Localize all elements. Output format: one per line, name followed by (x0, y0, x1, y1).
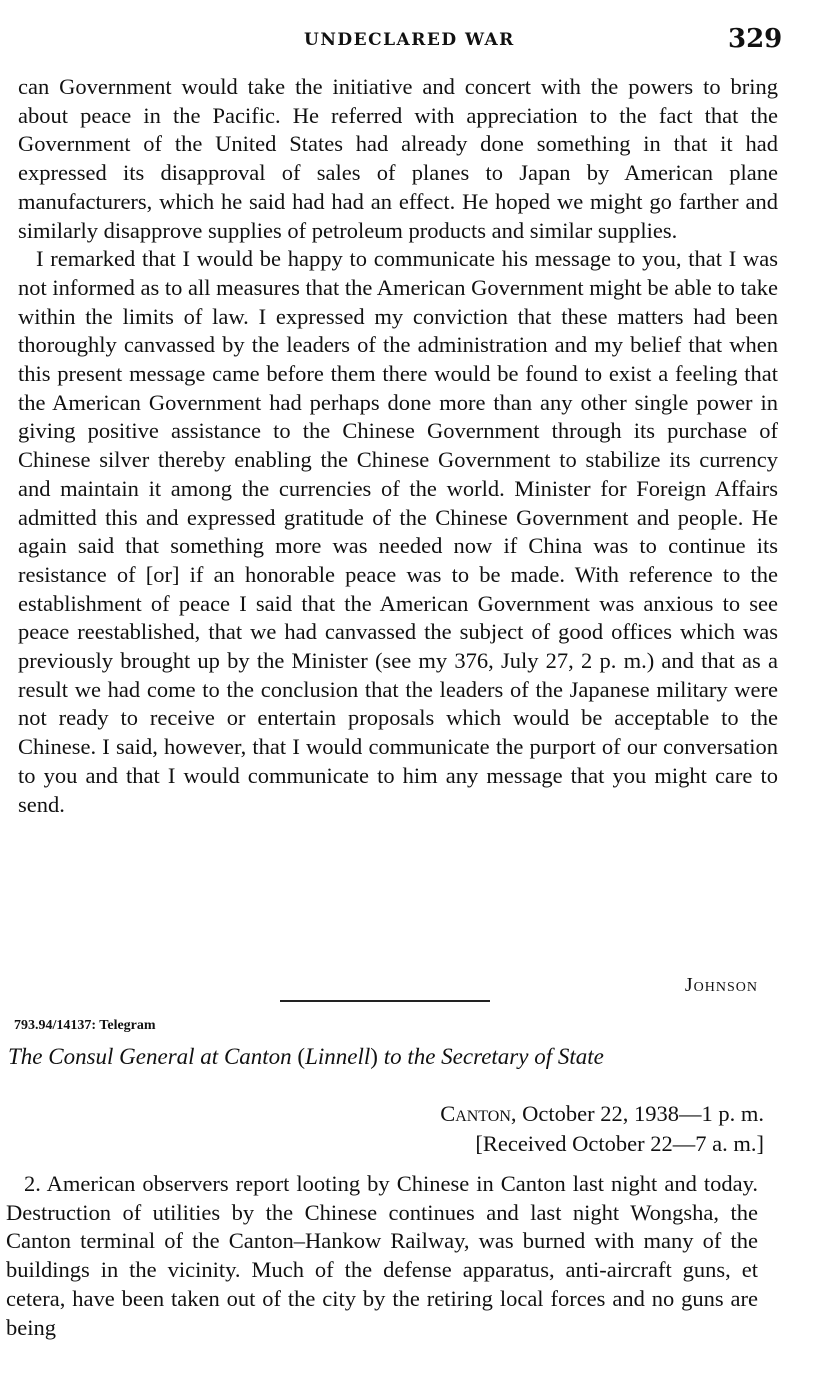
file-kind: : Telegram (91, 1018, 156, 1033)
running-head (0, 24, 836, 64)
heading-part2: to the Secretary of State (383, 1044, 604, 1069)
paragraph-2: I remarked that I would be happy to communicate his message to you, that I was not informed as to all measures that the American Government might be able to take within the limits of law. I expressed my conviction that these matters had been thoroughly canvassed by the leaders of the administration and my belief that when this present message came before them there would be found to exist a feeling that the American Government had perhaps done more than any other single power in giving positive assistance to the Chinese Government through its purchase of Chinese silver thereby enabling the Chinese Government to stabilize its currency and maintain it among the currencies of the world. Minister for Foreign Affairs admitted this and expressed gratitude of the Chinese Government and people. He again said that something more was needed now if China was to continue its resistance of [or] if an honorable peace was to be made. With reference to the establishment of peace I said that the American Government was anxious to see peace reestablished, that we had canvassed the subject of good offices which was previously brought up by the Minister (see my 376, July 27, 2 p. m.) and that as a result we had come to the conclusion that the leaders of the Japanese military were not ready to receive or entertain proposals which would be acceptable to the Chinese. I said, however, that I would communicate the purport of our conversation to you and that I would communicate to him any message that you might care to send. (18, 246, 778, 817)
telegram-paragraph: 2. American observers report looting by Chinese in Canton last night and today. Destruction of utilities by the Chinese continues and last night Wongsha, the Canton terminal of the Canton–Hankow Railway, was burned with many of the buildings in the vicinity. Much of the defense apparatus, anti-aircraft guns, et cetera, have been taken out of the city by the retiring local forces and no guns are being (6, 1171, 758, 1340)
document-body (18, 73, 778, 819)
signature: Johnson (684, 974, 758, 996)
dateline-sent (440, 1099, 764, 1129)
heading-name: Linnell (305, 1044, 371, 1069)
heading-part1: The Consul General at Canton (8, 1044, 292, 1069)
paragraph-1: can Government would take the initiative and concert with the powers to bring about peace in the Pacific. He referred with appreciation to the fact that the Government of the United States had already done something in that it had expressed its disapproval of sales of planes to Japan by American plane manufacturers, which he said had had an effect. He hoped we might go farther and similarly disapprove supplies of petroleum products and similar supplies. (18, 74, 778, 243)
document-heading: The Consul General at Canton (Linnell) to the Secretary of State (8, 1044, 604, 1069)
dateline-date: October 22, 1938—1 p. m. (522, 1101, 764, 1126)
telegram-body (6, 1170, 758, 1342)
dateline (440, 1099, 764, 1159)
dateline-city: Canton, (440, 1101, 517, 1126)
page-number: 329 (728, 24, 783, 54)
running-title: UNDECLARED WAR (304, 30, 515, 50)
file-number: 793.94/14137 (14, 1018, 92, 1033)
section-divider (280, 1000, 490, 1002)
file-number-line (14, 1018, 156, 1034)
dateline-received: [Received October 22—7 a. m.] (475, 1131, 764, 1156)
